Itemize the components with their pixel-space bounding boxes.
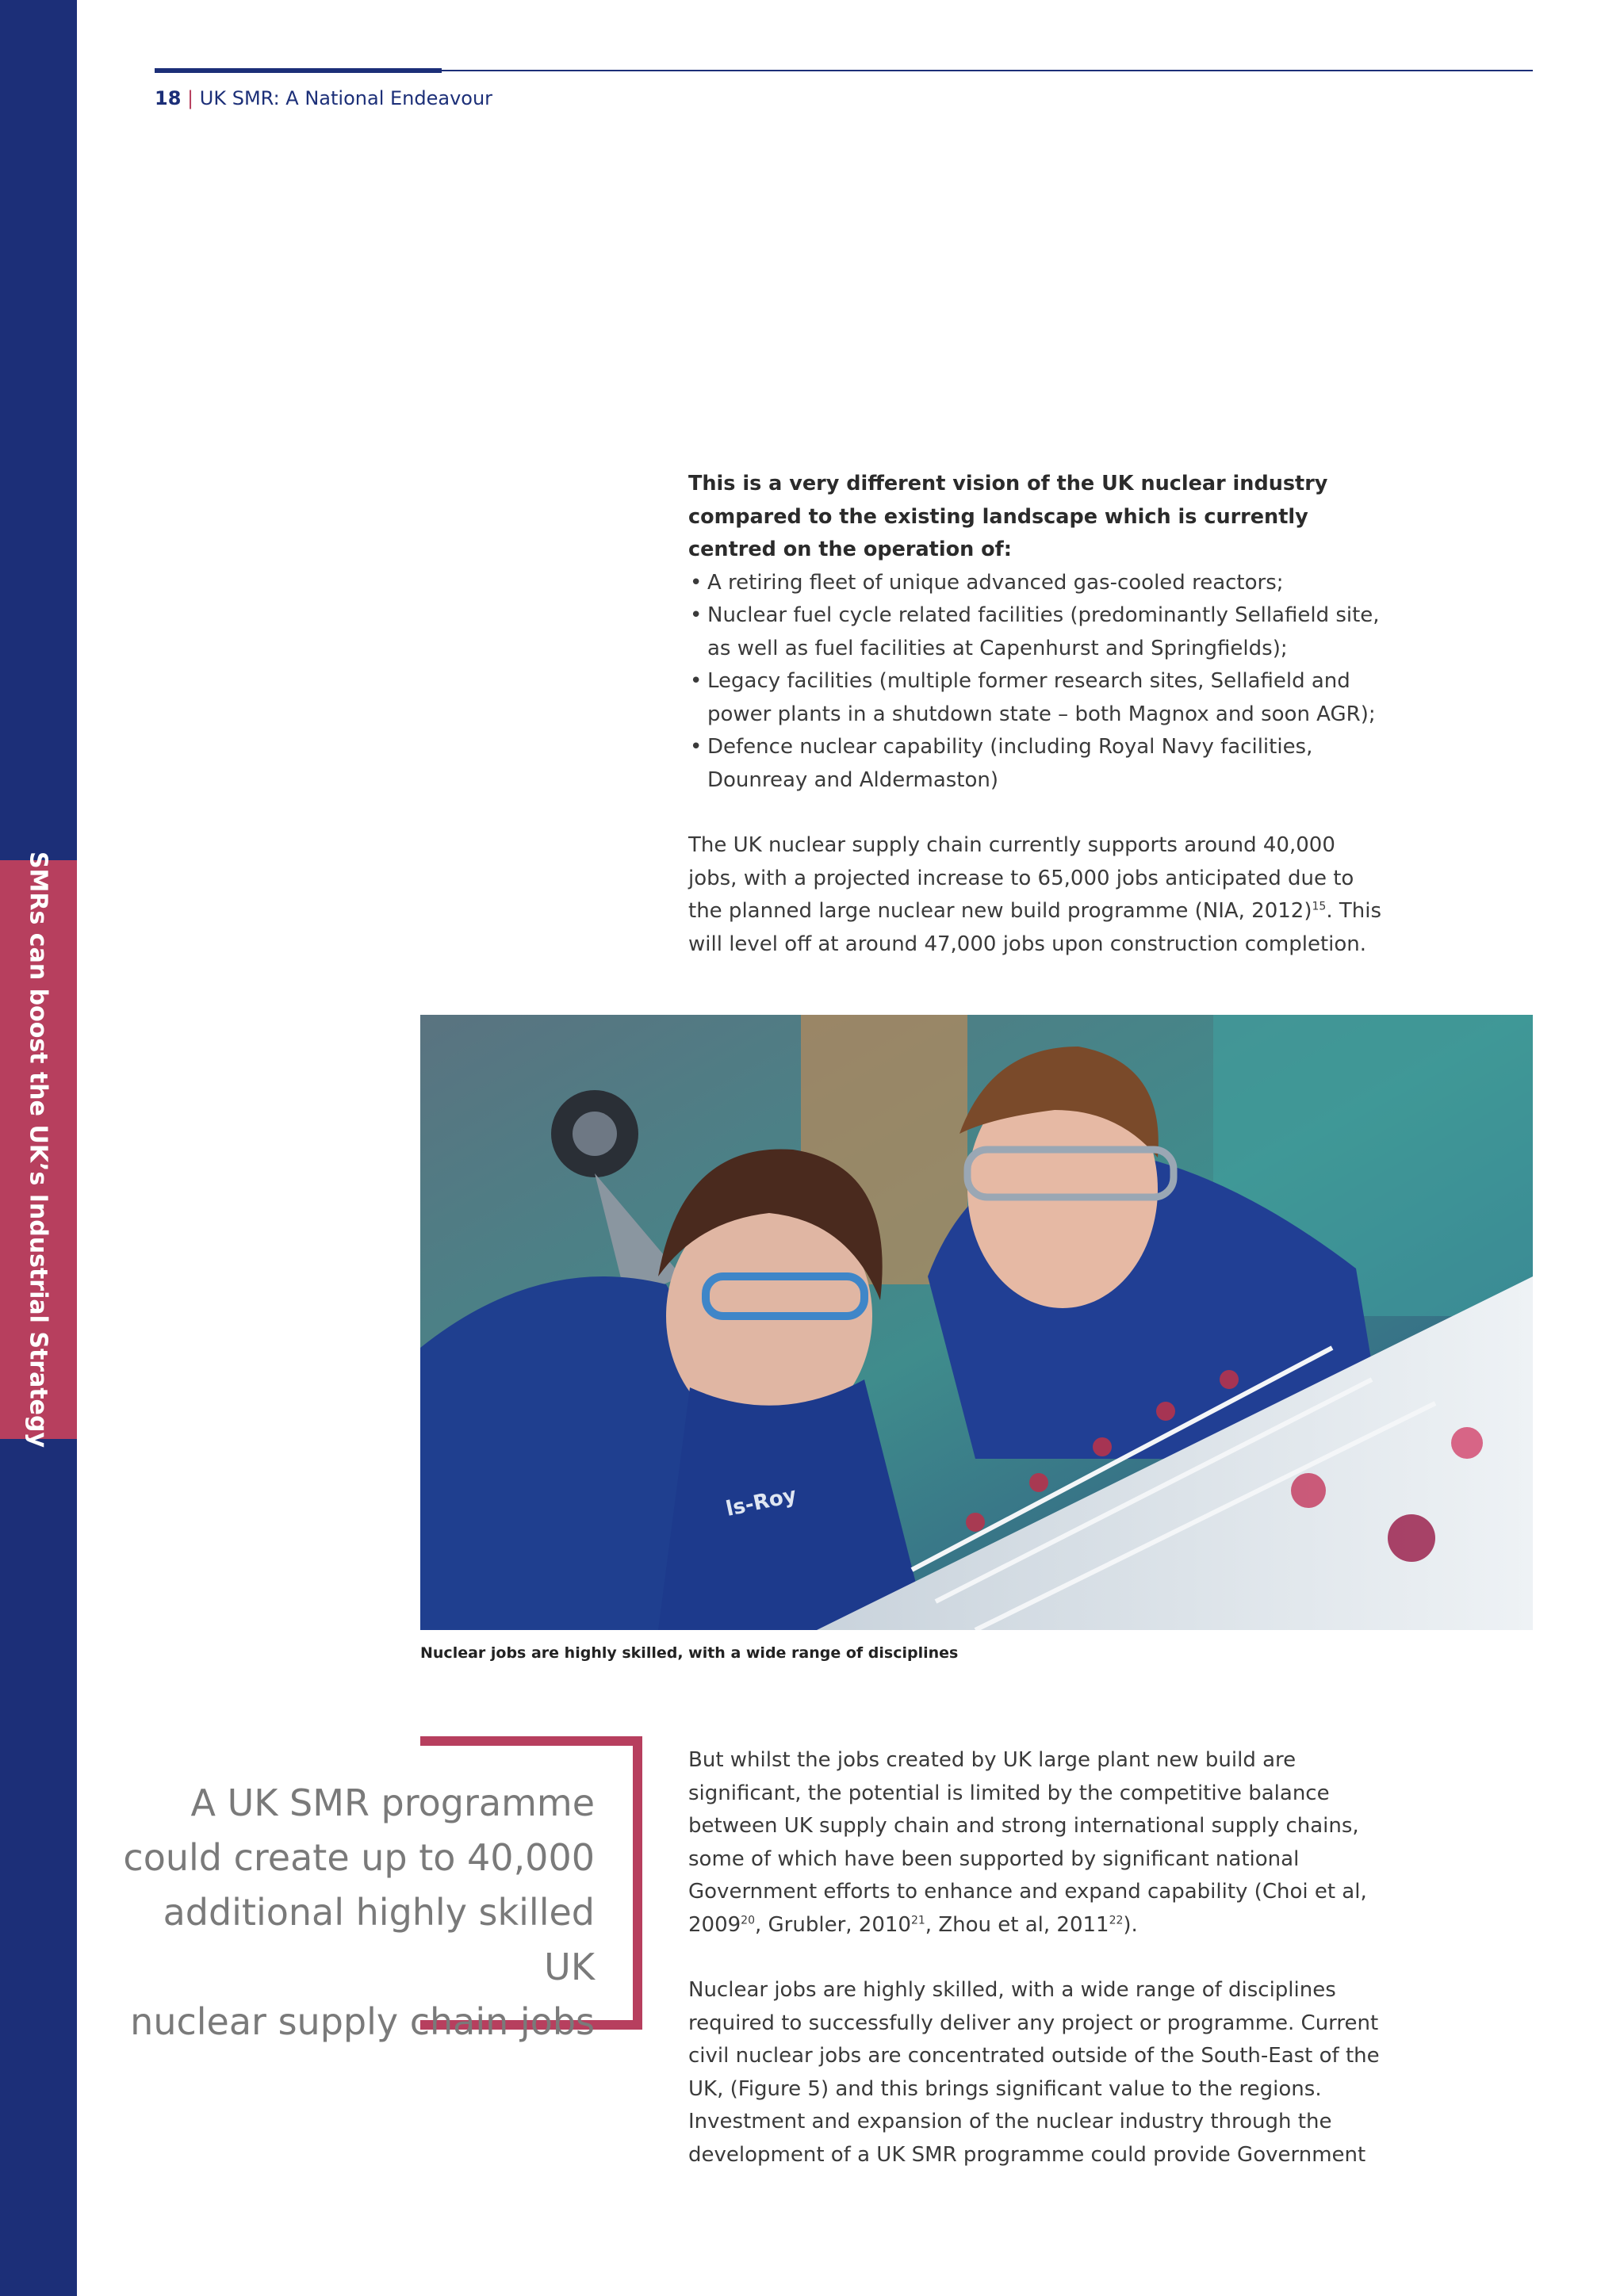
text-run: But whilst the jobs created by UK large plant new build are significant, the potential is limited by the competitive balance between UK supply chain and strong international supply chains, some of which have been supported by significant national Government efforts to enhance and expand capability (Choi et al, 2009	[688, 1748, 1367, 1937]
text-run: ).	[1123, 1912, 1138, 1937]
footnote-ref: 15	[1312, 900, 1327, 913]
footnote-ref: 20	[741, 1913, 755, 1927]
supply-chain-paragraph	[688, 829, 1386, 961]
text-run: . This will level off at around 47,000 jobs upon construction completion.	[688, 899, 1381, 956]
list-item: • Defence nuclear capability (including Royal Navy facilities, Dounreay and Aldermaston)	[688, 731, 1386, 797]
quote-bracket-right	[633, 1736, 642, 2030]
pull-quote-line: additional highly skilled UK	[163, 1891, 595, 1988]
pull-quote-line: could create up to 40,000	[123, 1836, 595, 1879]
quote-bracket-top	[420, 1736, 642, 1746]
text-run: , Grubler, 2010	[755, 1912, 911, 1937]
overall-badge-text: ls-Roy	[723, 1483, 799, 1522]
photo-caption: Nuclear jobs are highly skilled, with a wide range of disciplines	[420, 1644, 959, 1662]
running-header	[155, 87, 492, 109]
lead-paragraph: This is a very different vision of the UK nuclear industry compared to the existing landscape which is currently centred on the operation of:	[688, 472, 1328, 561]
text-run: , Zhou et al, 2011	[925, 1912, 1109, 1937]
text-run: The UK nuclear supply chain currently supports around 40,000 jobs, with a projected increase to 65,000 jobs anticipated due to the planned large nuclear new build programme (NIA, 2012)	[688, 833, 1354, 923]
section-jobs	[688, 1744, 1386, 2172]
header-rule-accent	[155, 68, 442, 73]
competition-paragraph	[688, 1744, 1386, 1942]
section-intro	[688, 468, 1386, 961]
bullet-list	[688, 567, 1386, 798]
pull-quote-line: nuclear supply chain jobs	[130, 2000, 595, 2043]
footnote-ref: 21	[910, 1913, 925, 1927]
pull-quote	[119, 1776, 595, 2049]
skills-paragraph: Nuclear jobs are highly skilled, with a wide range of disciplines required to successfully deliver any project or programme. Current civil nuclear jobs are concentrated outside of the South-East of the UK, (Figure 5) and this brings significant value to the regions. Investment and expansion of the nuclear industry through the development of a UK SMR programme could provide Government	[688, 1978, 1380, 2167]
section-tab-label: SMRs can boost the UK’s Industrial Strategy	[24, 851, 52, 1448]
pull-quote-line: A UK SMR programme	[190, 1781, 595, 1824]
list-item: • Nuclear fuel cycle related facilities (predominantly Sellafield site, as well as fuel facilities at Capenhurst and Springfields);	[688, 599, 1386, 665]
workshop-photo	[420, 1015, 1533, 1630]
publication-title: UK SMR: A National Endeavour	[199, 87, 493, 109]
header-separator: |	[187, 87, 194, 109]
list-item: • Legacy facilities (multiple former research sites, Sellafield and power plants in a shutdown state – both Magnox and soon AGR);	[688, 665, 1386, 731]
page-number: 18	[155, 87, 182, 109]
footnote-ref: 22	[1109, 1913, 1124, 1927]
list-item: • A retiring fleet of unique advanced gas-cooled reactors;	[688, 567, 1386, 600]
